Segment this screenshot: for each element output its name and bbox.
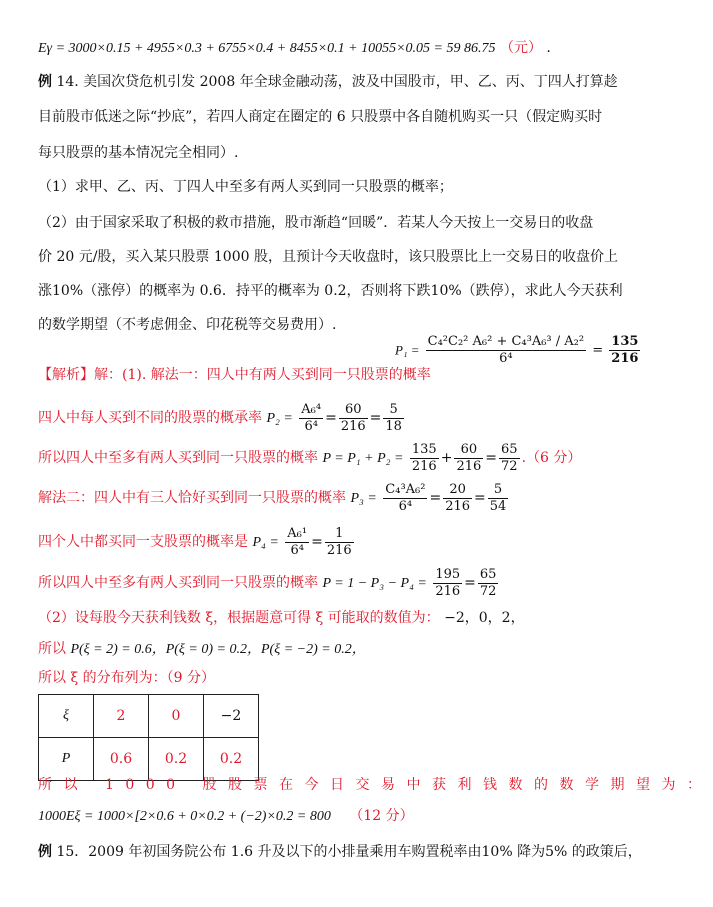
p-complement-symbol: P = 1 − P₃ − P₄ = xyxy=(322,576,427,591)
p4-frac-1-den: 6⁴ xyxy=(290,542,304,558)
p-complement-frac-1-den: 216 xyxy=(435,583,461,599)
solution-line-7 xyxy=(38,608,608,628)
distribution-table xyxy=(38,694,259,781)
p2-frac-2 xyxy=(339,402,368,435)
solution-line-5: 四个人中都买同一支股票的概率是 P₄ = $\frac{\text{A₆¹}}{\text{6⁴}}$ = $\frac{1}{216}$ xyxy=(38,525,352,558)
table-cell: 0 xyxy=(149,695,204,738)
solution-2-text: 四人中每人买到不同的股票的概承率 xyxy=(38,410,262,426)
question-2-line-1: （2）由于国家采取了积极的救市措施，股市渐趋“回暖”．若某人今天按上一交易日的收盘 xyxy=(38,215,594,231)
expectation-formula: Eγ = 3000×0.15 + 4955×0.3 + 6755×0.4 + 8455×0.1 + 10055×0.05 = 59 86.75 xyxy=(38,41,496,56)
p1-denominator: 6⁴ xyxy=(499,351,513,366)
p2-symbol: P₂ = xyxy=(266,411,293,426)
question-2-line-3: 涨10%（涨停）的概率为 0.6．持平的概率为 0.2，否则将下跌10%（跌停），求此人今天获利 xyxy=(38,283,623,299)
p4-frac-1-num: A₆¹ xyxy=(287,525,308,541)
p-sum-frac-2-den: 216 xyxy=(456,458,482,474)
solution-tag: 【解析】 xyxy=(38,367,94,383)
example-14-text: 14. 美国次贷危机引发 2008 年全球金融动荡，波及中国股市，甲、乙、丙、丁四人打算趁 xyxy=(52,74,618,90)
p-sum-frac-1-num: 135 xyxy=(411,441,437,457)
example-15-line xyxy=(38,842,642,862)
p-sum-frac-3-num: 65 xyxy=(501,441,518,457)
example-14-line-2: 目前股市低迷之际“抄底”，若四人商定在圈定的 6 只股票中各自随机购买一只（假定购买时 xyxy=(38,109,603,125)
solution-line-8 xyxy=(38,639,608,660)
p-sum-symbol: P = P₁ + P₂ = xyxy=(322,451,404,466)
xi-values: −2，0，2， xyxy=(444,610,525,626)
p1-numerator: C₄²C₂² A₆² + C₄³A₆³ / A₂² xyxy=(427,334,585,349)
p4-frac-2-num: 1 xyxy=(325,526,354,543)
unit-yuan: （元） xyxy=(499,40,542,56)
p3-frac-1-den: 6⁴ xyxy=(398,498,413,514)
question-1: （1）求甲、乙、丙、丁四人中至多有两人买到同一只股票的概率； xyxy=(38,179,453,195)
solution-line-2: 四人中每人买到不同的股票的概承率 P₂ = $\frac{\text{A₆⁴}}{\text{6⁴}}$ = $\frac{60}{216}$ = $\frac{5}{18}$ xyxy=(38,401,402,434)
p3-frac-3 xyxy=(488,482,509,515)
solution-line-4: 解法二：四人中有三人恰好买到同一只股票的概率 P₃ = $\frac{\text{C₄³A₆²}}{\text{6⁴}}$ = $\frac{20}{216}$ = $\frac{5}{54}$ xyxy=(38,481,507,514)
expected-profit-formula: 1000Eξ = 1000×[2×0.6 + 0×0.2 + (−2)×0.2 = 800 xyxy=(38,809,331,824)
table-cell: ξ xyxy=(39,695,94,738)
solution-line-11 xyxy=(38,806,608,827)
p-complement-frac-2-num: 65 xyxy=(479,566,497,582)
p2-frac-2-den: 216 xyxy=(340,418,366,434)
solution-3-text: 所以四人中至多有两人买到同一只股票的概率 xyxy=(38,450,318,466)
question-2-line-4: 的数学期望（不考虑佣金、印花税等交易费用）. xyxy=(38,317,337,333)
p1-big-fraction xyxy=(426,334,586,367)
p3-frac-1-num: C₄³A₆² xyxy=(385,481,426,497)
solution-line-9: 所以 ξ 的分布列为：（9 分） xyxy=(38,670,215,686)
p-complement-frac-1 xyxy=(433,567,462,600)
p2-frac-3-den: 18 xyxy=(385,418,402,434)
period: . xyxy=(546,40,551,56)
solution-line-6: 所以四人中至多有两人买到同一只股票的概率 P = 1 − P₃ − P₄ = $\frac{195}{216}$ = $\frac{65}{72}$ xyxy=(38,566,497,599)
p3-frac-2-den: 216 xyxy=(445,498,471,514)
table-cell: 2 xyxy=(94,695,149,738)
p1-result-num: 135 xyxy=(611,334,639,349)
xi-probabilities: P(ξ = 2) = 0.6，P(ξ = 0) = 0.2，P(ξ = −2) = 0.2， xyxy=(70,642,366,657)
p2-frac-1-den: 6⁴ xyxy=(304,418,318,434)
solution-8-prefix: 所以 xyxy=(38,641,66,657)
p1-result xyxy=(609,334,640,367)
solution-6-text: 所以四人中至多有两人买到同一只股票的概率 xyxy=(38,575,318,591)
p1-symbol: P₁ = xyxy=(395,342,420,358)
table-cell: 0.2 xyxy=(204,738,259,781)
score-6: .（6 分） xyxy=(521,450,582,466)
p1-result-den: 216 xyxy=(611,351,639,366)
p3-frac-3-den: 54 xyxy=(489,498,507,514)
solution-line-3: 所以四人中至多有两人买到同一只股票的概率 P = P₁ + P₂ = $\frac{135}{216}$ + $\frac{60}{216}$ = $\frac{65}{72}$ .（6 分） xyxy=(38,441,582,474)
solution-4-text: 解法二：四人中有三人恰好买到同一只股票的概率 xyxy=(38,490,346,506)
p4-frac-1 xyxy=(285,526,309,559)
expectation-line xyxy=(38,38,608,59)
example-14-line-3: 每只股票的基本情况完全相同）. xyxy=(38,145,239,161)
p3-frac-2 xyxy=(443,482,472,515)
solution-1-formula: P₁ = $\frac{\text{C₄²C₂² A₆² + C₄³A₆³ / A₂²}}{\text{6⁴}}$ = $\frac{135}{216}$ xyxy=(395,334,639,366)
p-sum-frac-3-den: 72 xyxy=(501,458,518,474)
table-cell: 0.2 xyxy=(149,738,204,781)
example-14-line-1 xyxy=(38,72,618,92)
p-sum-frac-1 xyxy=(410,442,439,475)
table-cell: P xyxy=(39,738,94,781)
table-cell: −2 xyxy=(204,695,259,738)
table-cell: 0.6 xyxy=(94,738,149,781)
p3-frac-3-num: 5 xyxy=(488,482,509,499)
question-2-line-2: 价 20 元/股，买入某只股票 1000 股，且预计今天收盘时，该只股票比上一交易日的收盘价上 xyxy=(38,249,618,265)
p2-frac-2-num: 60 xyxy=(339,402,368,419)
p3-frac-1 xyxy=(383,482,427,515)
table-row xyxy=(39,695,259,738)
score-12: （12 分） xyxy=(349,808,414,824)
solution-5-text: 四个人中都买同一支股票的概率是 xyxy=(38,534,248,550)
p2-frac-1-num: A₆⁴ xyxy=(301,401,322,417)
p-sum-frac-1-den: 216 xyxy=(411,458,437,474)
solution-line-10: 所以 1000 股股票在今日交易中获利钱数的数学期望为： xyxy=(38,777,713,793)
p-sum-frac-2 xyxy=(454,442,483,475)
p-sum-frac-2-num: 60 xyxy=(454,442,483,459)
p-complement-frac-2-den: 72 xyxy=(479,583,497,599)
p-sum-frac-3 xyxy=(499,442,520,475)
p2-frac-1 xyxy=(299,402,323,435)
p4-symbol: P₄ = xyxy=(252,535,279,550)
example-label: 例 xyxy=(38,74,52,90)
p3-symbol: P₃ = xyxy=(350,491,377,506)
example-label: 例 xyxy=(38,844,52,860)
p-complement-frac-1-num: 195 xyxy=(435,566,461,582)
example-15-text: 15．2009 年初国务院公布 1.6 升及以下的小排量乘用车购置税率由10% 降为5% 的政策后， xyxy=(52,844,642,860)
solution-1-text: 解：(1). 解法一：四人中有两人买到同一只股票的概率 xyxy=(94,367,431,383)
p2-frac-3-num: 5 xyxy=(383,402,404,419)
p3-frac-2-num: 20 xyxy=(443,482,472,499)
p-complement-frac-2 xyxy=(478,567,499,600)
solution-7-text: （2）设每股今天获利钱数 ξ，根据题意可得 ξ 可能取的数值为： xyxy=(38,610,440,626)
p4-frac-2 xyxy=(325,526,354,559)
p2-frac-3 xyxy=(383,402,404,435)
p4-frac-2-den: 216 xyxy=(326,542,352,558)
